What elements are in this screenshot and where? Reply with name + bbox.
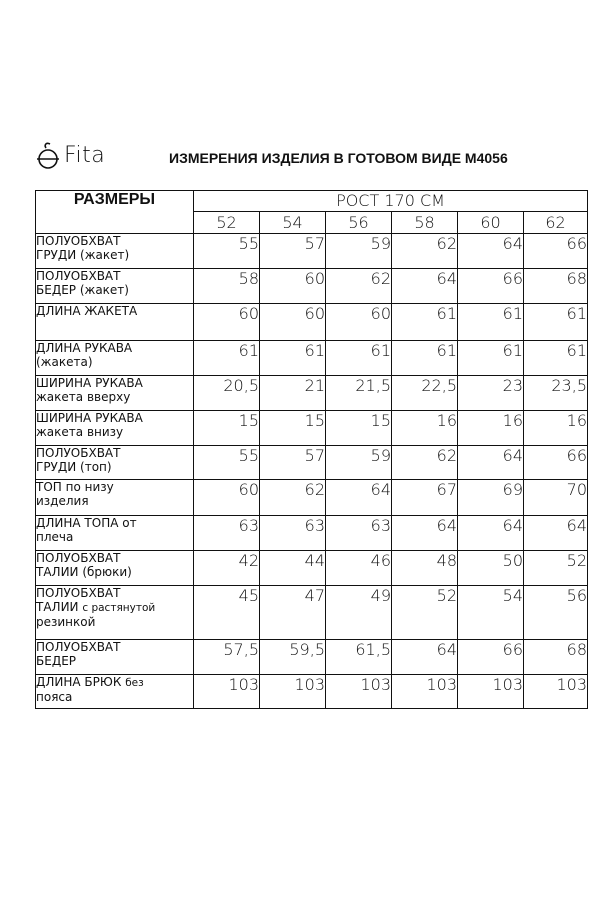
measurement-label-line — [36, 376, 193, 390]
measurement-value: 61 — [458, 341, 524, 376]
table-row — [36, 376, 588, 411]
document-title: ИЗМЕРЕНИЯ ИЗДЕЛИЯ В ГОТОВОМ ВИДЕ М4056 — [169, 150, 508, 166]
measurement-value: 62 — [326, 269, 392, 304]
measurement-value: 21 — [260, 376, 326, 411]
measurement-value: 21,5 — [326, 376, 392, 411]
measurement-value: 60 — [260, 269, 326, 304]
measurement-value: 15 — [326, 411, 392, 446]
measurement-value: 69 — [458, 480, 524, 516]
measurement-value: 64 — [392, 269, 458, 304]
measurement-value: 61 — [194, 341, 260, 376]
measurement-label-line — [36, 425, 193, 439]
measurement-value: 52 — [524, 551, 588, 586]
size-header-cell: 54 — [260, 212, 326, 234]
label-text: ТОП по низу — [36, 480, 114, 494]
measurement-value: 103 — [458, 675, 524, 709]
label-text: жакета внизу — [36, 425, 124, 439]
measurement-label-line — [36, 460, 193, 474]
measurement-value: 60 — [326, 304, 392, 341]
label-text: ПОЛУОБХВАТ — [36, 234, 121, 248]
measurement-label-line — [36, 586, 193, 600]
measurement-value: 52 — [392, 586, 458, 640]
label-text: ПОЛУОБХВАТ — [36, 446, 121, 460]
measurement-label-line — [36, 355, 193, 369]
measurement-value: 60 — [194, 304, 260, 341]
table-row — [36, 640, 588, 675]
label-text: изделия — [36, 494, 89, 508]
measurement-label-line — [36, 530, 193, 544]
measurement-label-line — [36, 615, 193, 629]
measurement-value: 62 — [260, 480, 326, 516]
measurement-label-line — [36, 480, 193, 494]
measurement-value: 66 — [458, 640, 524, 675]
measurement-label — [36, 516, 194, 551]
measurement-label-line — [36, 675, 193, 690]
measurement-label — [36, 586, 194, 640]
measurement-value: 57 — [260, 234, 326, 269]
size-header-cell: 60 — [458, 212, 524, 234]
table-row — [36, 480, 588, 516]
measurement-label-line — [36, 248, 193, 262]
table-row — [36, 341, 588, 376]
measurement-value: 103 — [524, 675, 588, 709]
measurement-label-line — [36, 516, 193, 530]
label-text: БЕДЕР (жакет) — [36, 283, 129, 297]
measurement-value: 67 — [392, 480, 458, 516]
measurement-value: 59 — [326, 446, 392, 480]
measurement-value: 44 — [260, 551, 326, 586]
measurement-value: 59,5 — [260, 640, 326, 675]
measurement-value: 61 — [524, 304, 588, 341]
measurement-value: 61 — [260, 341, 326, 376]
measurement-value: 55 — [194, 234, 260, 269]
size-chart-table — [35, 190, 588, 709]
measurement-value: 23,5 — [524, 376, 588, 411]
measurement-label-line — [36, 565, 193, 579]
label-text: ГРУДИ (жакет) — [36, 248, 130, 262]
measurement-value: 56 — [524, 586, 588, 640]
measurement-value: 63 — [260, 516, 326, 551]
table-row — [36, 675, 588, 709]
measurement-value: 20,5 — [194, 376, 260, 411]
measurement-value: 45 — [194, 586, 260, 640]
measurement-label — [36, 411, 194, 446]
measurement-value: 58 — [194, 269, 260, 304]
size-header-cell: 56 — [326, 212, 392, 234]
measurement-value: 46 — [326, 551, 392, 586]
measurement-value: 55 — [194, 446, 260, 480]
measurement-label-line — [36, 411, 193, 425]
measurement-label — [36, 480, 194, 516]
table-row — [36, 269, 588, 304]
label-text: ШИРИНА РУКАВА — [36, 376, 143, 390]
measurement-value: 61 — [392, 341, 458, 376]
brand-name: Fita — [64, 143, 106, 168]
measurement-value: 64 — [524, 516, 588, 551]
table-row — [36, 411, 588, 446]
measurement-label-line — [36, 390, 193, 404]
measurement-value: 16 — [392, 411, 458, 446]
measurement-value: 70 — [524, 480, 588, 516]
measurement-value: 103 — [326, 675, 392, 709]
label-text: ПОЛУОБХВАТ — [36, 586, 121, 600]
measurement-value: 42 — [194, 551, 260, 586]
measurement-value: 66 — [524, 234, 588, 269]
measurement-value: 68 — [524, 269, 588, 304]
size-header-cell: 58 — [392, 212, 458, 234]
measurement-value: 66 — [524, 446, 588, 480]
measurement-label-line — [36, 283, 193, 297]
measurement-label — [36, 269, 194, 304]
measurement-label-line — [36, 640, 193, 654]
label-text: ПОЛУОБХВАТ — [36, 269, 121, 283]
measurement-value: 64 — [392, 640, 458, 675]
measurement-value: 48 — [392, 551, 458, 586]
label-text: ПОЛУОБХВАТ — [36, 551, 121, 565]
measurement-value: 54 — [458, 586, 524, 640]
label-text: (жакета) — [36, 355, 93, 369]
measurement-value: 61 — [392, 304, 458, 341]
table-row — [36, 304, 588, 341]
table-row — [36, 516, 588, 551]
label-text: резинкой — [36, 615, 96, 629]
table-row — [36, 234, 588, 269]
measurement-value: 15 — [194, 411, 260, 446]
height-header: РОСТ 170 СМ — [194, 191, 588, 212]
measurement-label — [36, 341, 194, 376]
measurement-value: 64 — [458, 516, 524, 551]
measurement-label — [36, 675, 194, 709]
measurement-value: 49 — [326, 586, 392, 640]
label-text: БЕДЕР — [36, 654, 77, 668]
measurement-label — [36, 304, 194, 341]
measurement-value: 22,5 — [392, 376, 458, 411]
label-text: ДЛИНА ЖАКЕТА — [36, 304, 138, 318]
label-text: пояса — [36, 690, 73, 704]
measurement-value: 60 — [260, 304, 326, 341]
measurement-value: 57 — [260, 446, 326, 480]
measurement-label — [36, 551, 194, 586]
measurement-label — [36, 446, 194, 480]
measurement-value: 62 — [392, 446, 458, 480]
measurement-label-line — [36, 551, 193, 565]
measurement-value: 64 — [458, 234, 524, 269]
measurement-value: 64 — [326, 480, 392, 516]
measurement-label-line — [36, 600, 193, 615]
measurement-value: 103 — [194, 675, 260, 709]
size-header-cell: 52 — [194, 212, 260, 234]
measurement-value: 60 — [194, 480, 260, 516]
measurement-value: 63 — [194, 516, 260, 551]
size-header-cell: 62 — [524, 212, 588, 234]
measurement-label-line — [36, 234, 193, 248]
table-row — [36, 586, 588, 640]
measurement-label — [36, 376, 194, 411]
measurement-value: 64 — [458, 446, 524, 480]
measurement-value: 16 — [524, 411, 588, 446]
header-row-height — [36, 191, 588, 212]
fita-logo-icon — [36, 141, 60, 171]
measurement-value: 50 — [458, 551, 524, 586]
measurement-label — [36, 640, 194, 675]
label-text: жакета вверху — [36, 390, 131, 404]
measurement-value: 16 — [458, 411, 524, 446]
label-text: ТАЛИИ (брюки) — [36, 565, 132, 579]
measurement-value: 63 — [326, 516, 392, 551]
label-text: ДЛИНА БРЮК — [36, 675, 126, 689]
measurement-value: 23 — [458, 376, 524, 411]
measurement-value: 62 — [392, 234, 458, 269]
brand-logo — [36, 141, 105, 171]
label-text: ДЛИНА ТОПА от — [36, 516, 137, 530]
measurement-label-line — [36, 690, 193, 704]
sizes-header: РАЗМЕРЫ — [36, 191, 194, 234]
label-small-text: с растянутой — [82, 602, 156, 614]
measurement-value: 59 — [326, 234, 392, 269]
measurement-value: 61,5 — [326, 640, 392, 675]
label-text: ТАЛИИ — [36, 600, 83, 614]
measurement-value: 66 — [458, 269, 524, 304]
measurement-value: 64 — [392, 516, 458, 551]
label-text: ПОЛУОБХВАТ — [36, 640, 121, 654]
measurement-value: 103 — [392, 675, 458, 709]
measurement-value: 61 — [326, 341, 392, 376]
measurement-label-line — [36, 446, 193, 460]
measurement-value: 103 — [260, 675, 326, 709]
measurement-value: 68 — [524, 640, 588, 675]
measurement-label-line — [36, 494, 193, 508]
table-row — [36, 551, 588, 586]
measurement-value: 15 — [260, 411, 326, 446]
measurement-label-line — [36, 341, 193, 355]
measurement-label-line — [36, 654, 193, 668]
measurement-label — [36, 234, 194, 269]
label-text: ДЛИНА РУКАВА — [36, 341, 133, 355]
label-small-text: без — [125, 677, 144, 689]
label-text: ГРУДИ (топ) — [36, 460, 112, 474]
measurement-label-line — [36, 304, 193, 318]
measurement-label-line — [36, 269, 193, 283]
measurement-value: 61 — [458, 304, 524, 341]
measurement-value: 61 — [524, 341, 588, 376]
label-text: плеча — [36, 530, 74, 544]
table-row — [36, 446, 588, 480]
label-text: ШИРИНА РУКАВА — [36, 411, 143, 425]
measurement-value: 47 — [260, 586, 326, 640]
measurement-value: 57,5 — [194, 640, 260, 675]
